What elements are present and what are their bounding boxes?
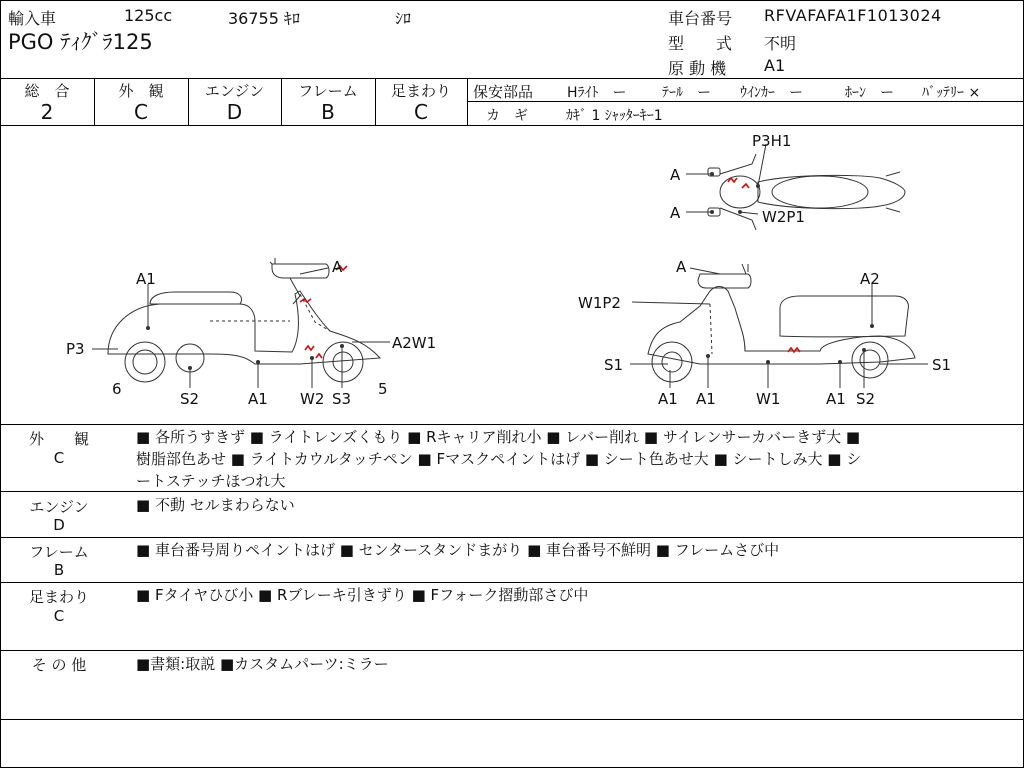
grade-value-exterior: C	[134, 100, 148, 124]
remark-line: ートステッチほつれ大	[136, 472, 286, 490]
label-a-top-1: A	[670, 166, 681, 184]
key-value: ｶｷﾞ 1 ｼｬｯﾀｰｷｰ1	[566, 108, 663, 124]
type-label: 型 式	[668, 34, 733, 53]
divider	[0, 582, 1024, 583]
grade-value-overall: 2	[40, 100, 54, 124]
label-s2-right: S2	[856, 390, 876, 408]
grade-label-exterior: 外 観	[118, 82, 164, 100]
divider	[0, 78, 1024, 79]
frame-no-label: 車台番号	[668, 9, 733, 28]
model-name: PGO ﾃｨｸﾞﾗ125	[8, 30, 153, 54]
label-a1-right-3: A1	[826, 390, 846, 408]
label-p3h1: P3H1	[752, 132, 792, 150]
label-a2w1: A2W1	[392, 334, 437, 352]
remark-grade-suspension: C	[53, 607, 65, 625]
damage-marks	[300, 178, 800, 358]
label-s1-right: S1	[932, 356, 952, 374]
remark-line: ■ 車台番号周りペイントはげ ■ センタースタンドまがり ■ 車台番号不鮮明 ■ フレームさび中	[136, 541, 780, 559]
safety-winker: ｳｲﾝｶｰ ー	[740, 85, 803, 101]
safety-battery: ﾊﾞｯﾃﾘｰ ×	[922, 85, 981, 101]
engine-value: A1	[764, 56, 786, 75]
engine-label: 原 動 機	[668, 59, 727, 78]
grade-label-overall: 総 合	[24, 82, 70, 100]
divider	[0, 719, 1024, 720]
label-w1p2: W1P2	[578, 294, 621, 312]
grade-value-suspension: C	[414, 100, 428, 124]
frame-no: RFVAFAFA1F1013024	[764, 6, 942, 25]
label-a1-left-2: A1	[248, 390, 268, 408]
safety-horn: ﾎｰﾝ ー	[845, 85, 894, 101]
divider	[0, 424, 1024, 425]
remark-category-exterior: 外 観	[28, 430, 89, 448]
grade-value-engine: D	[226, 100, 243, 124]
label-w2p1: W2P1	[762, 208, 805, 226]
remark-category-other: そ の 他	[31, 656, 87, 674]
remark-grade-exterior: C	[53, 449, 65, 467]
grade-label-frame: フレーム	[298, 82, 358, 100]
displacement: 125cc	[124, 6, 173, 25]
label-a-right: A	[676, 258, 687, 276]
label-a1-left: A1	[136, 270, 156, 288]
mileage: 36755 ｷﾛ	[228, 9, 300, 28]
remark-line: 樹脂部色あせ ■ ライトカウルタッチペン ■ Fマスクペイントはげ ■ シート色あせ大 ■ シートしみ大 ■ シ	[136, 450, 862, 468]
divider	[467, 78, 468, 125]
safety-label: 保安部品	[473, 83, 534, 101]
divider	[0, 650, 1024, 651]
label-a1-right-1: A1	[658, 390, 678, 408]
label-s2-left: S2	[180, 390, 200, 408]
label-a-left: A	[332, 258, 343, 276]
label-5: 5	[378, 380, 388, 398]
remark-line: ■ 不動 セルまわらない	[136, 496, 295, 514]
label-a2-right: A2	[860, 270, 880, 288]
remark-line: ■ Fタイヤひび小 ■ Rブレーキ引きずり ■ Fフォーク摺動部さび中	[136, 586, 589, 604]
grade-label-engine: エンジン	[204, 82, 265, 100]
damage-diagram	[0, 126, 1024, 424]
remark-grade-engine: D	[53, 516, 65, 534]
key-label: カ ギ	[486, 108, 528, 124]
safety-tail: ﾃｰﾙ ー	[662, 85, 711, 101]
label-p3: P3	[66, 340, 85, 358]
label-a-top-2: A	[670, 204, 681, 222]
label-6: 6	[112, 380, 122, 398]
remark-line: ■ 各所うすきず ■ ライトレンズくもり ■ Rキャリア削れ小 ■ レバー削れ ■ サイレンサーカバーきず大 ■	[136, 428, 861, 446]
import-label: 輸入車	[8, 9, 57, 28]
label-s3: S3	[332, 390, 352, 408]
body-color: ｼﾛ	[395, 9, 412, 28]
remark-line: ■書類:取説 ■カスタムパーツ:ミラー	[136, 655, 389, 673]
label-w2: W2	[300, 390, 325, 408]
scooter-top-view	[708, 154, 905, 230]
remark-category-suspension: 足まわり	[28, 588, 89, 606]
grade-value-frame: B	[321, 100, 335, 124]
grade-label-suspension: 足まわり	[390, 82, 451, 100]
safety-headlight: Hﾗｲﾄ ー	[567, 85, 627, 101]
label-a1-right-2: A1	[696, 390, 716, 408]
divider	[0, 537, 1024, 538]
remark-category-frame: フレーム	[29, 543, 89, 561]
remark-grade-frame: B	[53, 561, 65, 579]
label-w1-right: W1	[756, 390, 781, 408]
type-value: 不明	[764, 34, 797, 53]
label-s1-left: S1	[604, 356, 624, 374]
remark-category-engine: エンジン	[29, 498, 89, 516]
